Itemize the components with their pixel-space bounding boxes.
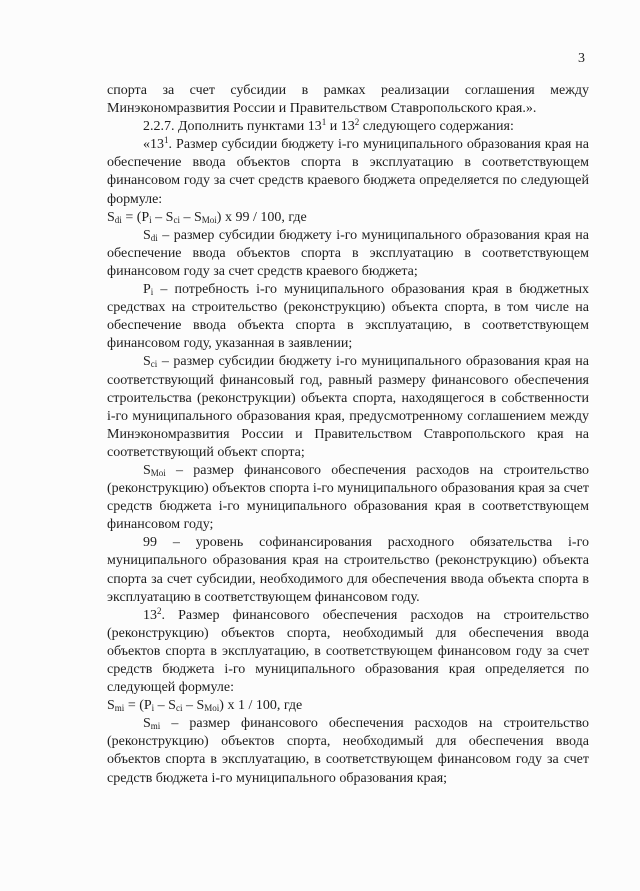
item-number: «13 [143,137,164,153]
definition-sdi [107,227,589,281]
definition-subscript: i [150,287,154,298]
definition-text: – потребность i-го муниципального образования края в бюджетных средствах на строительство (реконструкцию) объекта спорта, в том числе на обеспечение ввода объекта спорта в эксплуатацию, в соответствующем финансовом году, указанная в заявлении; [107,282,589,352]
formula-part: – S [151,209,174,225]
formula-smi [107,697,589,715]
definition-text: – размер финансового обеспечения расходов на строительство (реконструкцию) объектов спорта, необходимый для обеспечения ввода объектов спорта в эксплуатацию, в соответствующем финансовом году за счет средств бюджета i-го муниципального образования края; [107,716,589,786]
amendment-text-tail: следующего содержания: [359,119,514,135]
formula-subscript: ci [175,703,183,714]
formula-symbol: S [107,209,115,225]
formula-part: – S [154,698,176,714]
formula-subscript: mi [114,703,125,714]
formula-subscript: di [114,214,122,225]
formula-part: ) x 1 / 100, где [219,698,303,714]
definition-text: – размер субсидии бюджету i-го муниципального образования края на обеспечение ввода объектов спорта в эксплуатацию в соответствующем финансовом году за счет средств краевого бюджета; [107,227,589,279]
amendment-text-mid: и 13 [326,119,355,135]
definition-smi [107,715,589,787]
formula-sdi [107,209,589,227]
definition-subscript: ci [150,359,158,370]
paragraph-13-1 [107,136,589,208]
definition-symbol: S [143,354,151,370]
formula-part: = (P [121,209,150,225]
formula-part: ) x 99 / 100, где [216,209,307,225]
definition-symbol: S [143,716,151,732]
definition-symbol: P [143,282,151,298]
paragraph-continuation: спорта за счет субсидии в рамках реализации соглашения между Минэкономразвития России и Правительством Ставропольского края.». [107,83,589,117]
superscript: 2 [354,117,360,128]
formula-subscript: i [149,214,152,225]
formula-part: = (P [124,698,152,714]
formula-part: – S [182,698,205,714]
formula-subscript: i [151,703,155,714]
definition-symbol: S [143,462,151,478]
definition-pi [107,281,589,353]
superscript: 1 [321,117,327,128]
page-number: 3 [578,51,585,66]
amendment-text: 2.2.7. Дополнить пунктами 13 [143,119,322,135]
definition-subscript: Moi [150,467,166,478]
definition-text: – размер финансового обеспечения расходов на строительство (реконструкцию) объектов спорта i-го муниципального образования края за счет средств бюджета i-го муниципального образования края в соответствующем финансовом году; [107,462,589,533]
item-text: . Размер субсидии бюджету i-го муниципального образования края на обеспечение ввода объектов спорта в эксплуатацию в соответствующем финансовом году за счет средств краевого бюджета определяется по следующей формуле: [107,137,589,207]
item-text: . Размер финансового обеспечения расходов на строительство (реконструкцию) объектов спорта, необходимый для обеспечения ввода объектов спорта в эксплуатацию, в соответствующем финансовом году за счет средств бюджета i-го муниципального образования края определяется по следующей формуле: [107,607,589,696]
formula-part: – S [179,209,202,225]
superscript: 1 [164,135,169,146]
definition-symbol: S [143,227,151,243]
formula-subscript: Moi [204,703,220,714]
definition-subscript: mi [150,721,161,732]
formula-symbol: S [107,698,115,714]
paragraph-amendment-2-2-7 [107,118,589,136]
definition-smoi [107,462,589,534]
superscript: 2 [157,605,162,616]
definition-99: 99 – уровень софинансирования расходного обязательства i-го муниципального образования края на строительство (реконструкцию) объекта спорта за счет субсидии, необходимого для обеспечения ввода объекта спорта в эксплуатацию в соответствующем финансовом году. [107,535,589,605]
item-number: 13 [143,607,157,623]
definition-sci [107,353,589,462]
definition-text: – размер субсидии бюджету i-го муниципального образования края на соответствующий финансовый год, равный размеру финансового обеспечения строительства (реконструкции) объекта спорта, находящегося в собственности i-го муниципального образования края, предусмотренному соглашением между Минэкономразвития России и Правительством Ставропольского края на соответствующий объект спорта; [107,354,589,460]
document-body [107,82,589,788]
paragraph-13-2 [107,607,589,697]
formula-subscript: Moi [201,214,217,225]
formula-subscript: ci [173,214,180,225]
definition-subscript: di [150,232,158,243]
